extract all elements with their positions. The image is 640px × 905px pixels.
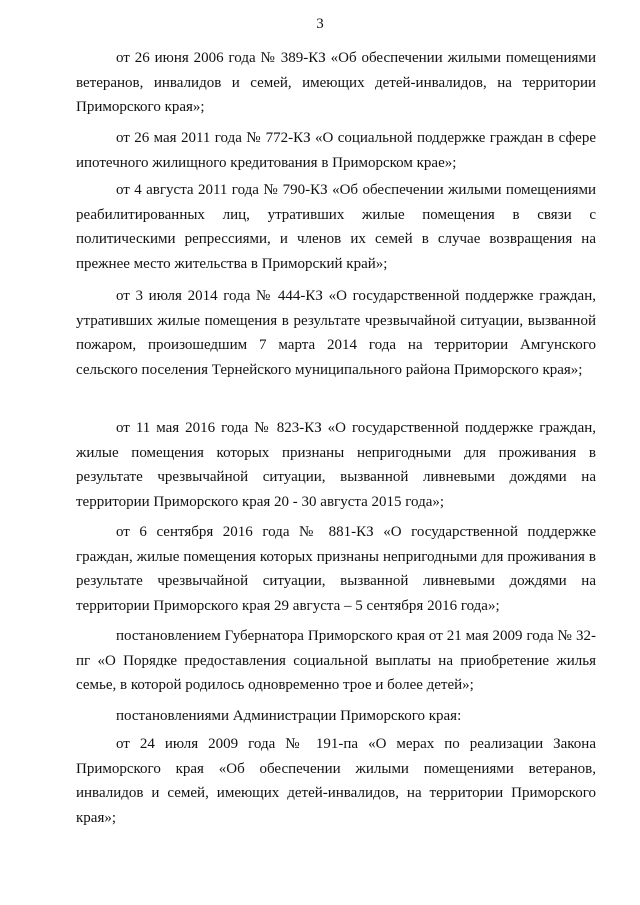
paragraph-law-772-kz: от 26 мая 2011 года № 772-КЗ «О социальной поддержке граждан в сфере ипотечного жилищного кредитования в Приморском крае»; xyxy=(76,130,596,171)
paragraph-law-881-kz: от 6 сентября 2016 года № 881-КЗ «О государственной поддержке граждан, жилые помещения которых признаны непригодными для проживания в результате чрезвычайной ситуации, вызванной ливневыми дождями на территории Приморского края 29 августа – 5 сентября 2016 года»; xyxy=(76,524,596,614)
paragraph-governor-decree: постановлением Губернатора Приморского края от 21 мая 2009 года № 32-пг «О Порядке предоставления социальной выплаты на приобретение жилья семье, в которой родилось одновременно трое и более детей»; xyxy=(76,628,596,693)
page-number: 3 xyxy=(316,16,324,32)
paragraph-law-389-kz: от 26 июня 2006 года № 389-КЗ «Об обеспечении жилыми помещениями ветеранов, инвалидов и семей, имеющих детей-инвалидов, на территории Приморского края»; xyxy=(76,50,596,115)
paragraph-law-444-kz: от 3 июля 2014 года № 444-КЗ «О государственной поддержке граждан, утративших жилые помещения в результате чрезвычайной ситуации, вызванной пожаром, произошедшим 7 марта 2014 года на территории Амгунского сельского поселения Тернейского муниципального района Приморского края»; xyxy=(76,288,596,378)
paragraph-law-790-kz: от 4 августа 2011 года № 790-КЗ «Об обеспечении жилыми помещениями реабилитированных лиц, утративших жилые помещения в связи с политическими репрессиями, и членов их семей в случае возвращения на прежнее место жительства в Приморский край»; xyxy=(76,182,596,272)
paragraph-administration-decrees: постановлениями Администрации Приморского края: xyxy=(116,708,462,724)
paragraph-law-823-kz: от 11 мая 2016 года № 823-КЗ «О государственной поддержке граждан, жилые помещения которых признаны непригодными для проживания в результате чрезвычайной ситуации, вызванной ливневыми дождями на территории Приморского края 20 - 30 августа 2015 года»; xyxy=(76,420,596,510)
paragraph-decree-191-pa: от 24 июля 2009 года № 191-па «О мерах по реализации Закона Приморского края «Об обеспечении жилыми помещениями ветеранов, инвалидов и семей, имеющих детей-инвалидов, на территории Приморского края»; xyxy=(76,736,596,826)
